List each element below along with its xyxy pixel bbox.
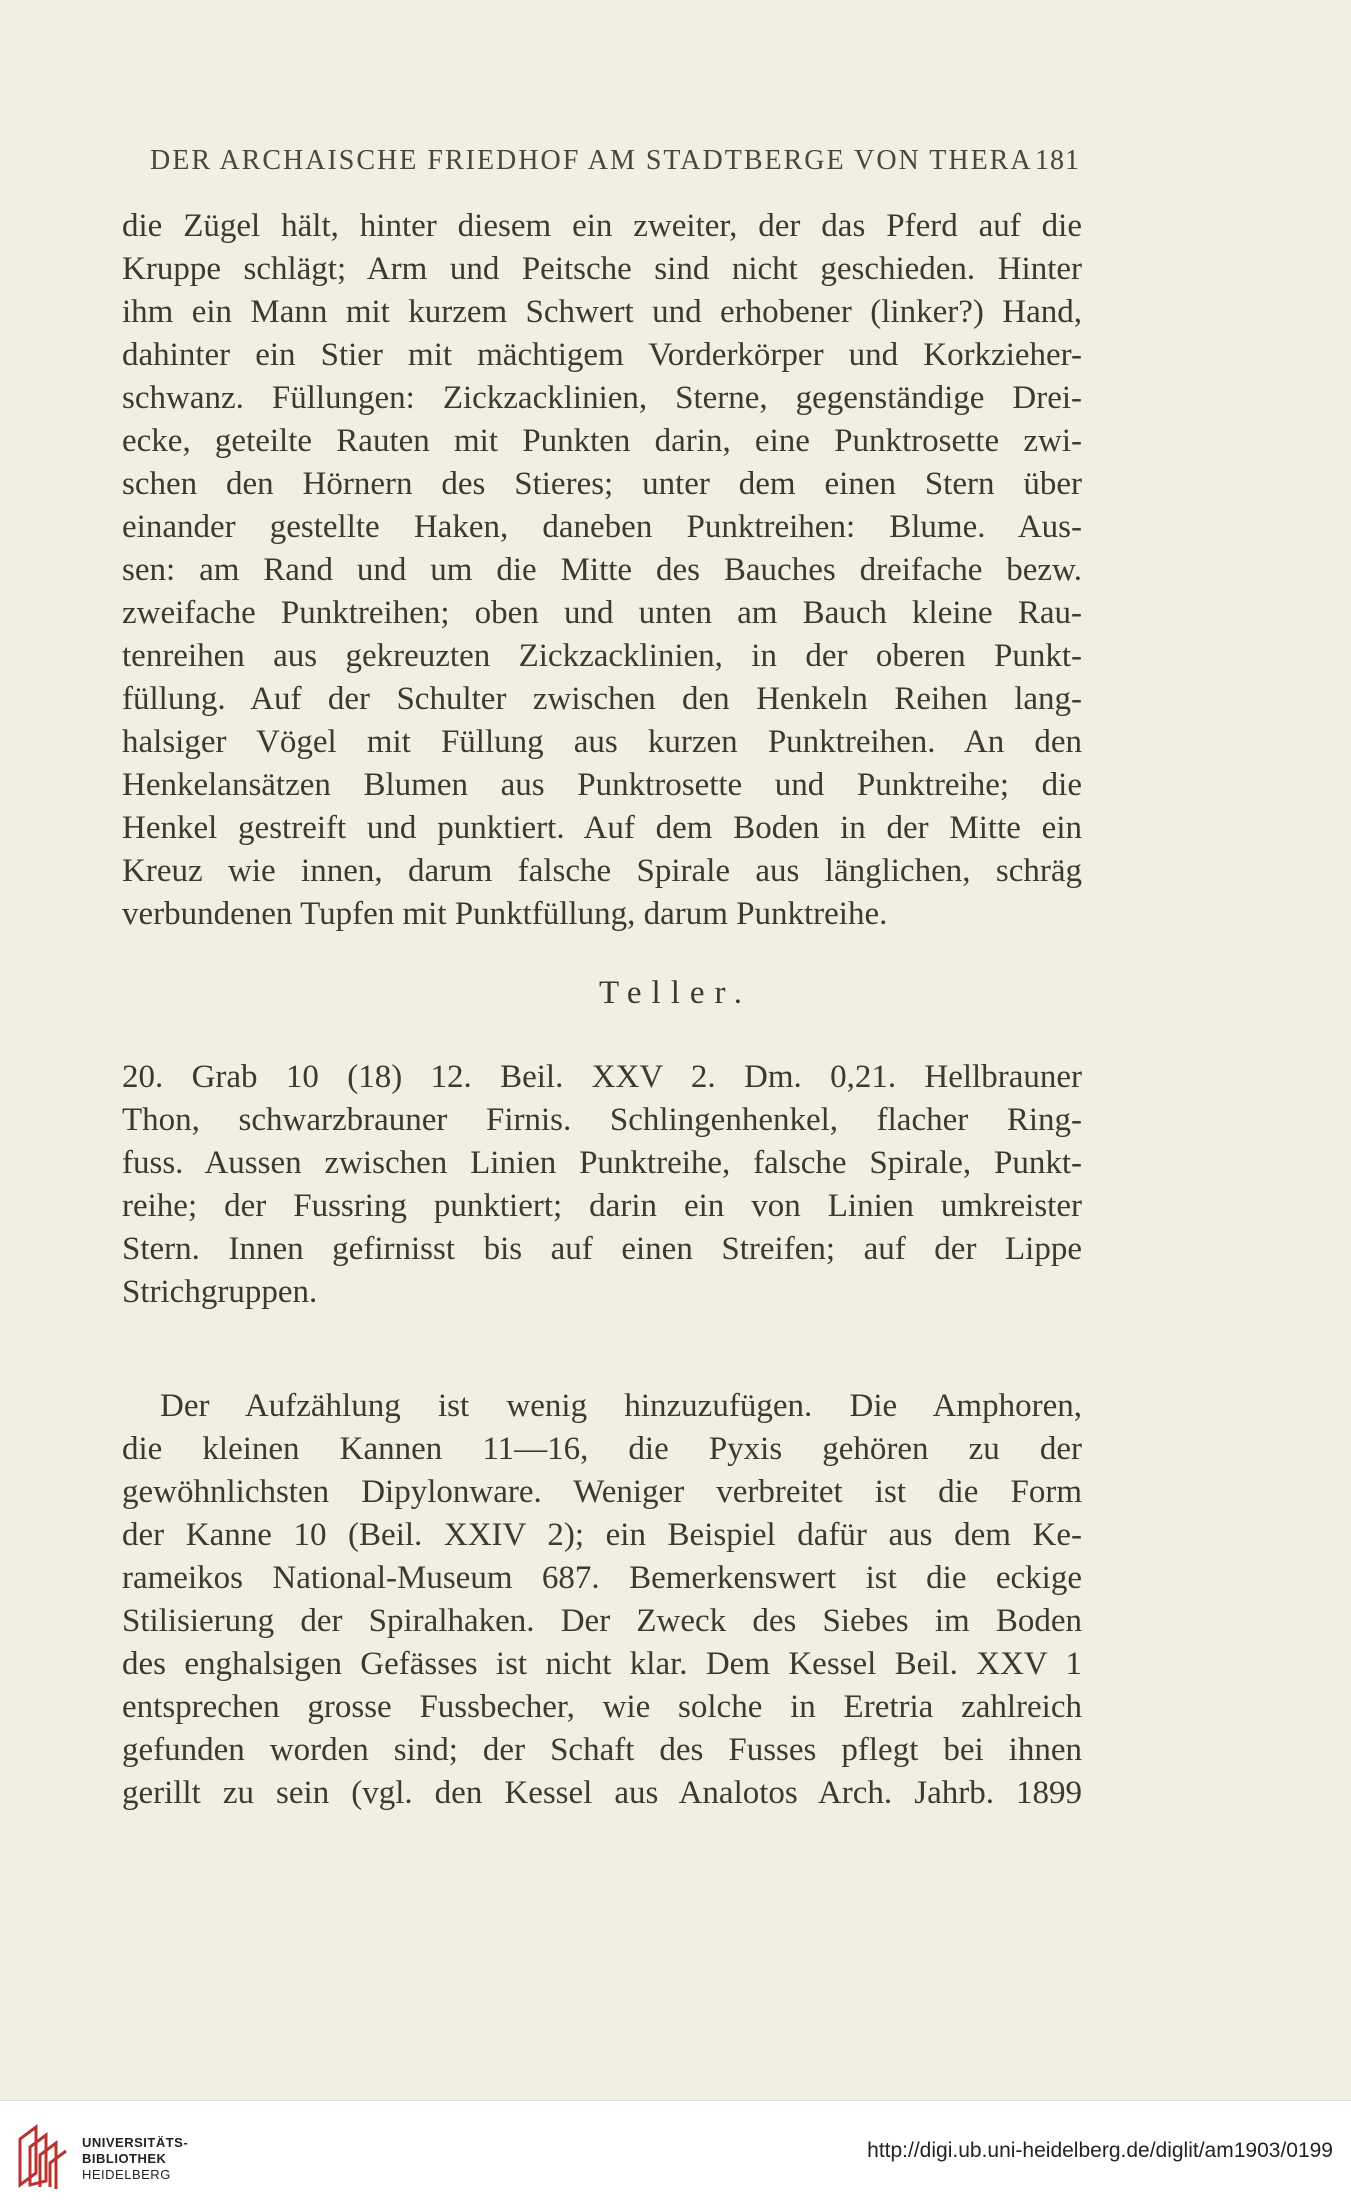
paragraph-3-line: die kleinen Kannen 11—16, die Pyxis gehören zu der — [122, 1431, 1082, 1467]
paragraph-3-line: Stilisierung der Spiralhaken. Der Zweck des Siebes im Boden — [122, 1603, 1082, 1639]
permalink-url[interactable]: http://digi.ub.uni-heidelberg.de/diglit/am1903/0199 — [867, 2139, 1333, 2162]
paragraph-1-line: sen: am Rand und um die Mitte des Bauches dreifache bezw. — [122, 552, 1082, 588]
paragraph-1-line: die Zügel hält, hinter diesem ein zweiter, der das Pferd auf die — [122, 208, 1082, 244]
paragraph-2-line: Thon, schwarzbrauner Firnis. Schlingenhenkel, flacher Ring- — [122, 1102, 1082, 1138]
paragraph-2-line: Strichgruppen. — [122, 1274, 318, 1310]
paragraph-1-line: ecke, geteilte Rauten mit Punkten darin, eine Punktrosette zwi- — [122, 423, 1082, 459]
library-line: HEIDELBERG — [82, 2167, 171, 2182]
paragraph-3-line: Der Aufzählung ist wenig hinzuzufügen. Die Amphoren, — [160, 1388, 1082, 1424]
viewer-footer — [0, 2100, 1351, 2208]
paragraph-1-line: ihm ein Mann mit kurzem Schwert und erhobener (linker?) Hand, — [122, 294, 1082, 330]
paragraph-3-line: gefunden worden sind; der Schaft des Fusses pflegt bei ihnen — [122, 1732, 1082, 1768]
paragraph-1-line: Henkelansätzen Blumen aus Punktrosette und Punktreihe; die — [122, 767, 1082, 803]
paragraph-1-line: tenreihen aus gekreuzten Zickzacklinien, in der oberen Punkt- — [122, 638, 1082, 674]
paragraph-1-line: füllung. Auf der Schulter zwischen den Henkeln Reihen lang- — [122, 681, 1082, 717]
paragraph-2-line: 20. Grab 10 (18) 12. Beil. XXV 2. Dm. 0,21. Hellbrauner — [122, 1059, 1082, 1095]
paragraph-1-line: Henkel gestreift und punktiert. Auf dem Boden in der Mitte ein — [122, 810, 1082, 846]
paragraph-1-line: halsiger Vögel mit Füllung aus kurzen Punktreihen. An den — [122, 724, 1082, 760]
paragraph-2-line: fuss. Aussen zwischen Linien Punktreihe, falsche Spirale, Punkt- — [122, 1145, 1082, 1181]
paragraph-3-line: der Kanne 10 (Beil. XXIV 2); ein Beispiel dafür aus dem Ke- — [122, 1517, 1082, 1553]
paragraph-3-line: rameikos National-Museum 687. Bemerkenswert ist die eckige — [122, 1560, 1082, 1596]
page-header — [150, 145, 1080, 185]
paragraph-1-line: dahinter ein Stier mit mächtigem Vorderkörper und Korkzieher- — [122, 337, 1082, 373]
paragraph-1-line: Kreuz wie innen, darum falsche Spirale aus länglichen, schräg — [122, 853, 1082, 889]
library-line: BIBLIOTHEK — [82, 2151, 167, 2166]
page-number: 181 — [1035, 145, 1080, 176]
paragraph-2-line: Stern. Innen gefirnisst bis auf einen Streifen; auf der Lippe — [122, 1231, 1082, 1267]
paragraph-1-line: schen den Hörnern des Stieres; unter dem einen Stern über — [122, 466, 1082, 502]
paragraph-3-line: des enghalsigen Gefässes ist nicht klar. Dem Kessel Beil. XXV 1 — [122, 1646, 1082, 1682]
paragraph-3-line: gerillt zu sein (vgl. den Kessel aus Analotos Arch. Jahrb. 1899 — [122, 1775, 1082, 1811]
paragraph-2-line: reihe; der Fussring punktiert; darin ein von Linien umkreister — [122, 1188, 1082, 1224]
paragraph-1-line: Kruppe schlägt; Arm und Peitsche sind nicht geschieden. Hinter — [122, 251, 1082, 287]
library-name — [82, 2135, 188, 2183]
paragraph-1-line: verbundenen Tupfen mit Punktfüllung, darum Punktreihe. — [122, 896, 888, 932]
paragraph-3-line: gewöhnlichsten Dipylonware. Weniger verbreitet ist die Form — [122, 1474, 1082, 1510]
paragraph-1-line: einander gestellte Haken, daneben Punktreihen: Blume. Aus- — [122, 509, 1082, 545]
paragraph-1-line: zweifache Punktreihen; oben und unten am Bauch kleine Rau- — [122, 595, 1082, 631]
library-line: UNIVERSITÄTS- — [82, 2135, 189, 2150]
running-title: DER ARCHAISCHE FRIEDHOF AM STADTBERGE VON THERA — [150, 145, 1033, 176]
paragraph-1-line: schwanz. Füllungen: Zickzacklinien, Sterne, gegenständige Drei- — [122, 380, 1082, 416]
paragraph-3-line: entsprechen grosse Fussbecher, wie solche in Eretria zahlreich — [122, 1689, 1082, 1725]
ub-heidelberg-logo-icon[interactable] — [14, 2121, 70, 2191]
section-heading: Teller. — [599, 975, 752, 1011]
